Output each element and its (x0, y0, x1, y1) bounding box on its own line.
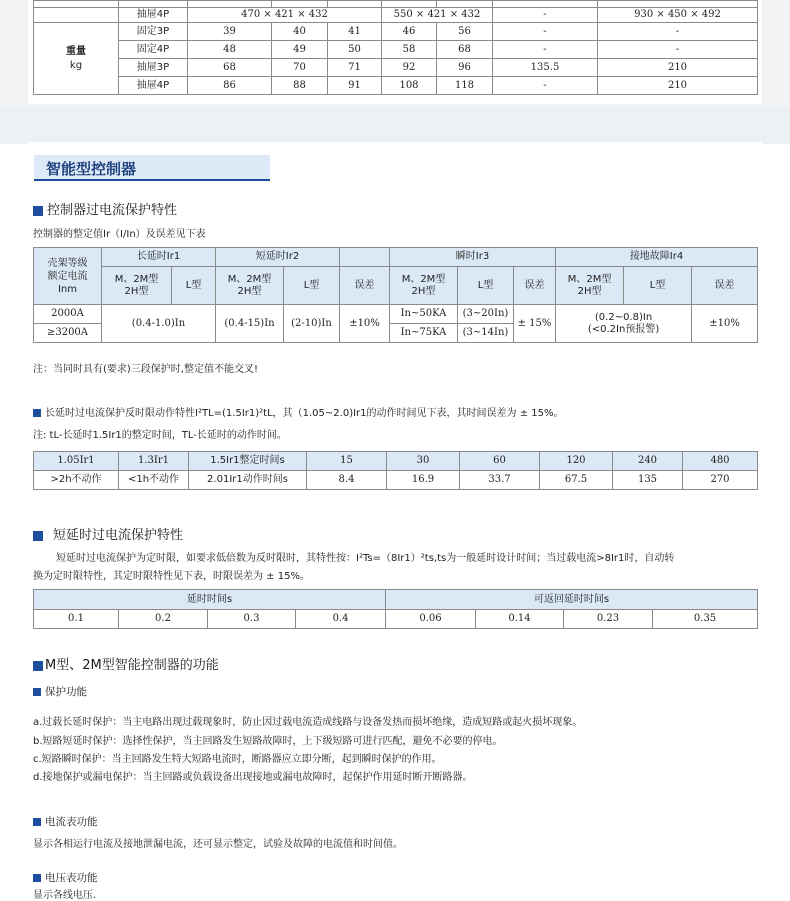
l-type-header: L型 (458, 267, 514, 305)
overcurrent-heading (33, 199, 177, 218)
ground-err-value: ±10% (692, 305, 758, 343)
spec-cell: 50 (328, 41, 382, 59)
m-type-header: M、2M型 2H型 (390, 267, 458, 305)
spec-cell-blank (34, 8, 119, 23)
ammeter-title-text: 电流表功能 (45, 816, 98, 828)
long-delay-para (33, 404, 563, 419)
long-delay-cell: 8.4 (307, 471, 387, 490)
spec-cell: 39 (188, 23, 272, 41)
square-bullet-icon (33, 874, 41, 882)
spec-cell: 108 (382, 77, 437, 95)
spec-cell: 71 (328, 59, 382, 77)
spec-cell: 86 (188, 77, 272, 95)
inst-m-value: In~50KA (390, 305, 458, 324)
short-delay-header: 短延时Ir2 (216, 248, 340, 267)
spec-cell: - (493, 41, 598, 59)
spec-cell: 470 × 421 × 432 (188, 8, 382, 23)
long-delay-head-cell: 30 (387, 452, 460, 471)
spec-cell: 210 (598, 59, 758, 77)
inst-l-value: (3~20In) (458, 305, 514, 324)
overcurrent-intro: 控制器的整定值Ir（I/In）及误差见下表 (33, 229, 206, 240)
error-header: 误差 (692, 267, 758, 305)
voltmeter-text: 显示各线电压. (33, 890, 97, 901)
long-delay-head-cell: 1.3Ir1 (119, 452, 189, 471)
inst-m-value: In~75KA (390, 324, 458, 343)
spec-cell: - (493, 23, 598, 41)
function-item: c.短路瞬时保护：当主回路发生特大短路电流时，断路器应立即分断，起到瞬时保护的作用。 (33, 754, 442, 765)
long-delay-head-cell: 1.05Ir1 (34, 452, 119, 471)
spec-table (33, 0, 758, 95)
return-time-cell: 0.35 (653, 610, 758, 629)
spec-cell: 930 × 450 × 492 (598, 8, 758, 23)
spec-row-label: 抽屉4P (119, 77, 188, 95)
return-time-cell: 0.06 (386, 610, 476, 629)
long-delay-head-cell: 480 (683, 452, 758, 471)
protect-title (33, 684, 87, 699)
long-delay-cell: >2h不动作 (34, 471, 119, 490)
long-delay-cell: <1h不动作 (119, 471, 189, 490)
overcurrent-table (33, 247, 758, 343)
function-item: b.短路短延时保护：选择性保护，当主回路发生短路故障时，上下级短路可进行匹配，避免不必要的停电。 (33, 736, 503, 747)
delay-time-cell: 0.2 (119, 610, 208, 629)
spec-cell: 40 (272, 23, 328, 41)
spec-cell: 68 (437, 41, 493, 59)
instant-header: 瞬时Ir3 (390, 248, 556, 267)
short-l-value: (2-10)In (284, 305, 340, 343)
section-title: 智能型控制器 (46, 160, 137, 178)
l-type-header: L型 (172, 267, 216, 305)
short-delay-heading-text: 短延时过电流保护特性 (53, 528, 184, 543)
function-item: d.接地保护或漏电保护：当主回路或负载设备出现接地或漏电故障时，起保护作用延时断开断路器。 (33, 772, 473, 783)
spec-cell: 41 (328, 23, 382, 41)
long-delay-cell: 2.01Ir1动作时间s (189, 471, 307, 490)
long-m-value: (0.4-1.0)In (102, 305, 216, 343)
spec-cell: 70 (272, 59, 328, 77)
short-err-value: ±10% (340, 305, 390, 343)
voltmeter-title (33, 870, 98, 885)
spec-cell: 46 (382, 23, 437, 41)
error-header: 误差 (514, 267, 556, 305)
l-type-header: L型 (624, 267, 692, 305)
spec-cell: 210 (598, 77, 758, 95)
overcurrent-note: 注：当同时具有(要求)三段保护时,整定值不能交叉! (33, 364, 258, 375)
frame-label: 壳架等级 额定电流 Inm (34, 248, 102, 305)
inst-err-value: ± 15% (514, 305, 556, 343)
ammeter-text: 显示各相运行电流及接地泄漏电流，还可显示整定，试验及故障的电流值和时间值。 (33, 839, 403, 850)
section-title-bar (34, 155, 270, 181)
long-delay-head-cell: 240 (613, 452, 683, 471)
error-header: 误差 (340, 267, 390, 305)
long-delay-head-cell: 1.5Ir1整定时间s (189, 452, 307, 471)
square-bullet-icon (33, 818, 41, 826)
long-delay-header: 长延时Ir1 (102, 248, 216, 267)
long-delay-cell: 135 (613, 471, 683, 490)
spec-cell: 56 (437, 23, 493, 41)
spec-cell: 68 (188, 59, 272, 77)
functions-heading (33, 654, 219, 673)
square-bullet-icon (33, 661, 43, 671)
inst-l-value: (3~14In) (458, 324, 514, 343)
return-time-cell: 0.23 (564, 610, 653, 629)
page-band-mid (0, 108, 790, 144)
short-delay-para2: 换为定时限特性，其定时限特性见下表，时限误差为 ± 15%。 (33, 571, 310, 582)
functions-heading-text: M型、2M型智能控制器的功能 (45, 658, 219, 673)
l-type-header: L型 (284, 267, 340, 305)
overcurrent-heading-text: 控制器过电流保护特性 (47, 203, 178, 218)
long-delay-para-text: 长延时过电流保护反时限动作特性I²TL=(1.5Ir1)²tL，其（1.05~2.0)Ir1的动作时间见下表，其时间误差为 ± 15%。 (45, 408, 564, 419)
spec-cell: 96 (437, 59, 493, 77)
spec-row-label: 抽屉4P (119, 8, 188, 23)
spec-cell: 92 (382, 59, 437, 77)
square-bullet-icon (33, 531, 43, 541)
short-delay-heading (33, 524, 183, 543)
square-bullet-icon (33, 206, 43, 216)
delay-time-cell: 0.1 (34, 610, 119, 629)
long-delay-head-cell: 120 (540, 452, 613, 471)
frame-cell: 2000A (34, 305, 102, 324)
spec-cell: 48 (188, 41, 272, 59)
square-bullet-icon (33, 409, 41, 417)
return-time-cell: 0.14 (476, 610, 564, 629)
weight-label: 重量 (66, 45, 86, 57)
long-delay-note: 注: tL-长延时1.5Ir1的整定时间，TL-长延时的动作时间。 (33, 430, 287, 441)
long-delay-cell: 33.7 (460, 471, 540, 490)
ground-m-value: (0.2~0.8)In (<0.2In预报警) (556, 305, 692, 343)
spec-cell: - (598, 23, 758, 41)
square-bullet-icon (33, 688, 41, 696)
delay-time-header: 延时时间s (34, 590, 386, 610)
spec-cell: 550 × 421 × 432 (382, 8, 493, 23)
spec-cell: 58 (382, 41, 437, 59)
spec-cell: 118 (437, 77, 493, 95)
frame-cell: ≥3200A (34, 324, 102, 343)
long-delay-head-cell: 15 (307, 452, 387, 471)
short-m-value: (0.4-15)In (216, 305, 284, 343)
m-type-header: M、2M型 2H型 (216, 267, 284, 305)
short-delay-para1: 短延时过电流保护为定时限，如要求低倍数为反时限时，其特性按：I²Ts=（8Ir1）²ts,ts为一般延时设计时间；当过载电流>8Ir1时，自动转 (56, 553, 675, 564)
spec-row-label: 固定4P (119, 41, 188, 59)
spec-row-label: 固定3P (119, 23, 188, 41)
m-type-header: M、2M型 2H型 (102, 267, 172, 305)
spec-cell: 135.5 (493, 59, 598, 77)
m-type-header: M、2M型 2H型 (556, 267, 624, 305)
long-delay-cell: 16.9 (387, 471, 460, 490)
function-item: a.过载长延时保护：当主电路出现过载现象时，防止因过载电流造成线路与设备发热而损坏绝缘，造成短路或起火损坏现象。 (33, 717, 583, 728)
spec-cell: - (598, 41, 758, 59)
spec-row-label: 抽屉3P (119, 59, 188, 77)
ammeter-title (33, 814, 98, 829)
ground-fault-header: 接地故障Ir4 (556, 248, 758, 267)
return-time-header: 可返回延时时间s (386, 590, 758, 610)
protect-title-text: 保护功能 (45, 686, 87, 698)
delay-time-cell: 0.3 (208, 610, 296, 629)
weight-unit: kg (69, 59, 83, 71)
weight-label-cell (34, 23, 119, 95)
spec-cell: - (493, 8, 598, 23)
spec-cell: - (493, 77, 598, 95)
long-delay-head-cell: 60 (460, 452, 540, 471)
short-delay-table (33, 589, 758, 629)
spec-cell: 88 (272, 77, 328, 95)
voltmeter-title-text: 电压表功能 (45, 872, 98, 884)
long-delay-table (33, 451, 758, 490)
spec-cell: 49 (272, 41, 328, 59)
short-err-header-top (340, 248, 390, 267)
delay-time-cell: 0.4 (296, 610, 386, 629)
long-delay-cell: 67.5 (540, 471, 613, 490)
spec-cell: 91 (328, 77, 382, 95)
long-delay-cell: 270 (683, 471, 758, 490)
